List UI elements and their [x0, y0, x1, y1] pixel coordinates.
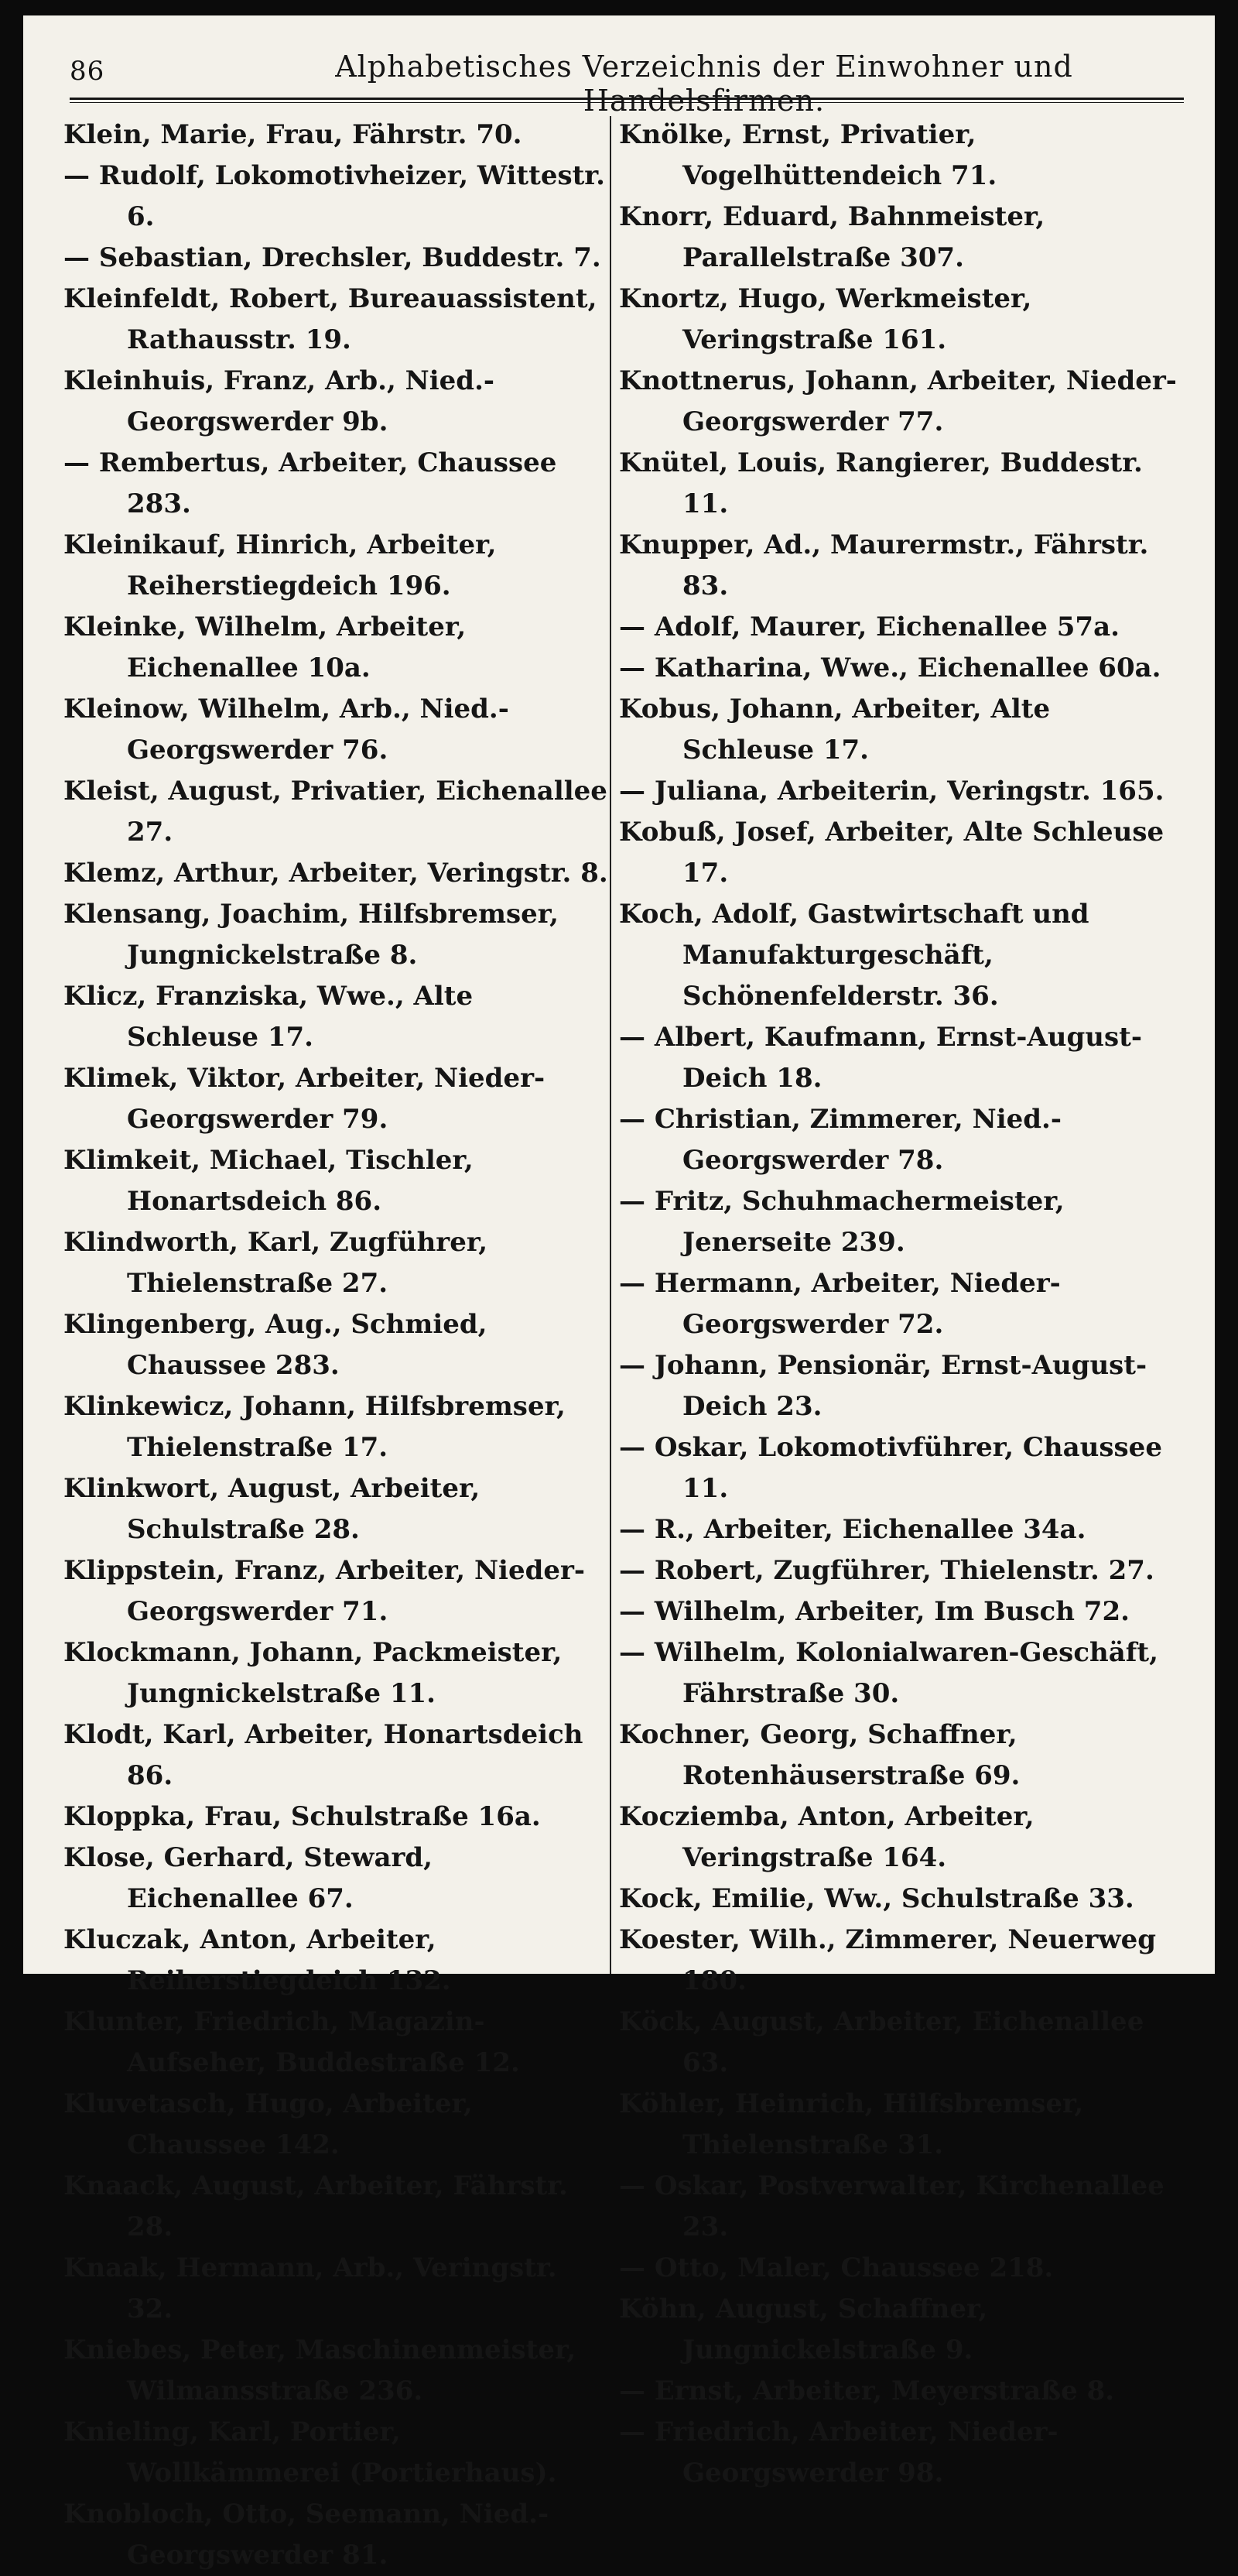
directory-entry: Kobuß, Josef, Arbeiter, Alte Schleuse 17.: [619, 817, 1164, 889]
directory-entry: Knortz, Hugo, Werkmeister, Veringstraße 161.: [619, 283, 1032, 355]
directory-entry: — Rembertus, Arbeiter, Chaussee 283.: [63, 447, 557, 519]
directory-entry: Köhler, Heinrich, Hilfsbremser, Thielenstraße 31.: [619, 2088, 1084, 2160]
directory-entry: Kobus, Johann, Arbeiter, Alte Schleuse 17.: [619, 694, 1051, 766]
directory-entry: Klinkwort, August, Arbeiter, Schulstraße 28.: [63, 1473, 480, 1545]
directory-entry: — Wilhelm, Kolonialwaren-Geschäft, Fährstraße 30.: [619, 1637, 1158, 1709]
directory-entry: — Johann, Pensionär, Ernst-August-Deich 23.: [619, 1350, 1147, 1422]
right-column: [619, 115, 1188, 2494]
directory-entry: Klicz, Franziska, Wwe., Alte Schleuse 17.: [63, 981, 474, 1053]
directory-entry: — Juliana, Arbeiterin, Veringstr. 165.: [619, 776, 1164, 807]
directory-entry: — Otto, Maler, Chaussee 218.: [619, 2252, 1054, 2283]
directory-entry: Klinkewicz, Johann, Hilfsbremser, Thielenstraße 17.: [63, 1391, 566, 1463]
directory-entry: Knobloch, Otto, Seemann, Nied.-Georgswerder 81.: [63, 2499, 549, 2571]
directory-entry: Kleinke, Wilhelm, Arbeiter, Eichenallee 10a.: [63, 611, 467, 683]
directory-entry: Knütel, Louis, Rangierer, Buddestr. 11.: [619, 447, 1143, 519]
running-head: Alphabetisches Verzeichnis der Einwohner und Handelsfirmen.: [335, 50, 1073, 118]
directory-entry: Knaack, August, Arbeiter, Fährstr. 28.: [63, 2170, 568, 2242]
directory-entry: Koch, Adolf, Gastwirtschaft und Manufakturgeschäft, Schönenfelderstr. 36.: [619, 899, 1089, 1012]
page-number: 86: [70, 56, 105, 87]
directory-entry: Klose, Gerhard, Steward, Eichenallee 67.: [63, 1842, 433, 1914]
directory-entry: Knupper, Ad., Maurermstr., Fährstr. 83.: [619, 529, 1149, 601]
directory-entry: Kloppka, Frau, Schulstraße 16a.: [63, 1801, 541, 1832]
directory-entry: Kleist, August, Privatier, Eichenallee 27.: [63, 776, 607, 848]
directory-entry: Köck, August, Arbeiter, Eichenallee 63.: [619, 2006, 1144, 2078]
directory-entry: — Katharina, Wwe., Eichenallee 60a.: [619, 653, 1161, 683]
left-column: [63, 115, 609, 2576]
directory-entry: Klimek, Viktor, Arbeiter, Nieder-Georgswerder 79.: [63, 1063, 545, 1135]
directory-entry: Klimkeit, Michael, Tischler, Honartsdeich 86.: [63, 1145, 474, 1217]
directory-entry: Klein, Marie, Frau, Fährstr. 70.: [63, 119, 522, 150]
directory-entry: Koester, Wilh., Zimmerer, Neuerweg 180.: [619, 1924, 1156, 1996]
directory-entry: Klippstein, Franz, Arbeiter, Nieder-Georgswerder 71.: [63, 1555, 586, 1627]
directory-entry: Kniebes, Peter, Maschinenmeister, Wilmansstraße 236.: [63, 2334, 576, 2406]
directory-page: [23, 15, 1215, 2571]
directory-entry: Köhn, August, Schaffner, Jungnickelstraße 9.: [619, 2293, 988, 2365]
directory-entry: Klunter, Friedrich, Magazin-Aufseher, Buddestraße 12.: [63, 2006, 520, 2078]
directory-entry: — Friedrich, Arbeiter, Nieder-Georgswerder 98.: [619, 2417, 1058, 2489]
directory-entry: Klensang, Joachim, Hilfsbremser, Jungnickelstraße 8.: [63, 899, 559, 971]
directory-entry: — Wilhelm, Arbeiter, Im Busch 72.: [619, 1596, 1130, 1627]
directory-entry: Kleinhuis, Franz, Arb., Nied.-Georgswerder 9b.: [63, 365, 495, 437]
directory-entry: Knottnerus, Johann, Arbeiter, Nieder-Georgswerder 77.: [619, 365, 1177, 437]
directory-entry: — Albert, Kaufmann, Ernst-August-Deich 18.: [619, 1022, 1142, 1094]
directory-entry: — Oskar, Postverwalter, Kirchenallee 23.: [619, 2170, 1164, 2242]
header-rule: [70, 98, 1184, 100]
directory-entry: — Rudolf, Lokomotivheizer, Wittestr. 6.: [63, 160, 605, 232]
directory-entry: Klemz, Arthur, Arbeiter, Veringstr. 8.: [63, 858, 608, 889]
directory-entry: — Ernst, Arbeiter, Meyerstraße 8.: [619, 2376, 1115, 2406]
directory-entry: Kleinow, Wilhelm, Arb., Nied.-Georgswerder 76.: [63, 694, 509, 766]
directory-entry: Kochner, Georg, Schaffner, Rotenhäuserstraße 69.: [619, 1719, 1021, 1791]
directory-entry: Knieling, Karl, Portier, Wollkämmerei (Portierhaus).: [63, 2417, 557, 2489]
directory-entry: — Robert, Zugführer, Thielenstr. 27.: [619, 1555, 1154, 1586]
directory-entry: Knaak, Hermann, Arb., Veringstr. 32.: [63, 2252, 557, 2324]
directory-entry: — Christian, Zimmerer, Nied.-Georgswerder 78.: [619, 1104, 1062, 1176]
directory-entry: — Adolf, Maurer, Eichenallee 57a.: [619, 611, 1120, 642]
header-rule-thin: [70, 102, 1184, 103]
directory-entry: Klingenberg, Aug., Schmied, Chaussee 283.: [63, 1309, 487, 1381]
directory-entry: — Hermann, Arbeiter, Nieder-Georgswerder 72.: [619, 1268, 1061, 1340]
directory-entry: Klockmann, Johann, Packmeister, Jungnickelstraße 11.: [63, 1637, 563, 1709]
directory-entry: Kleinikauf, Hinrich, Arbeiter, Reiherstiegdeich 196.: [63, 529, 497, 601]
directory-entry: Kluczak, Anton, Arbeiter, Reiherstiegdeich 132.: [63, 1924, 451, 1996]
directory-entry: — R., Arbeiter, Eichenallee 34a.: [619, 1514, 1086, 1545]
directory-entry: Knölke, Ernst, Privatier, Vogelhüttendeich 71.: [619, 119, 997, 191]
directory-entry: Klodt, Karl, Arbeiter, Honartsdeich 86.: [63, 1719, 583, 1791]
directory-entry: Kock, Emilie, Ww., Schulstraße 33.: [619, 1883, 1134, 1914]
directory-entry: Kluvetasch, Hugo, Arbeiter, Chaussee 142.: [63, 2088, 473, 2160]
directory-entry: — Oskar, Lokomotivführer, Chaussee 11.: [619, 1432, 1162, 1504]
directory-entry: Kleinfeldt, Robert, Bureauassistent, Rathausstr. 19.: [63, 283, 597, 355]
directory-entry: Klindworth, Karl, Zugführer, Thielenstraße 27.: [63, 1227, 488, 1299]
directory-entry: — Sebastian, Drechsler, Buddestr. 7.: [63, 242, 601, 273]
directory-entry: Knorr, Eduard, Bahnmeister, Parallelstraße 307.: [619, 201, 1045, 273]
directory-entry: — Fritz, Schuhmachermeister, Jenerseite 239.: [619, 1186, 1065, 1258]
column-divider: [610, 116, 611, 1974]
page-header: [23, 15, 1215, 118]
directory-entry: Kocziemba, Anton, Arbeiter, Veringstraße 164.: [619, 1801, 1035, 1873]
